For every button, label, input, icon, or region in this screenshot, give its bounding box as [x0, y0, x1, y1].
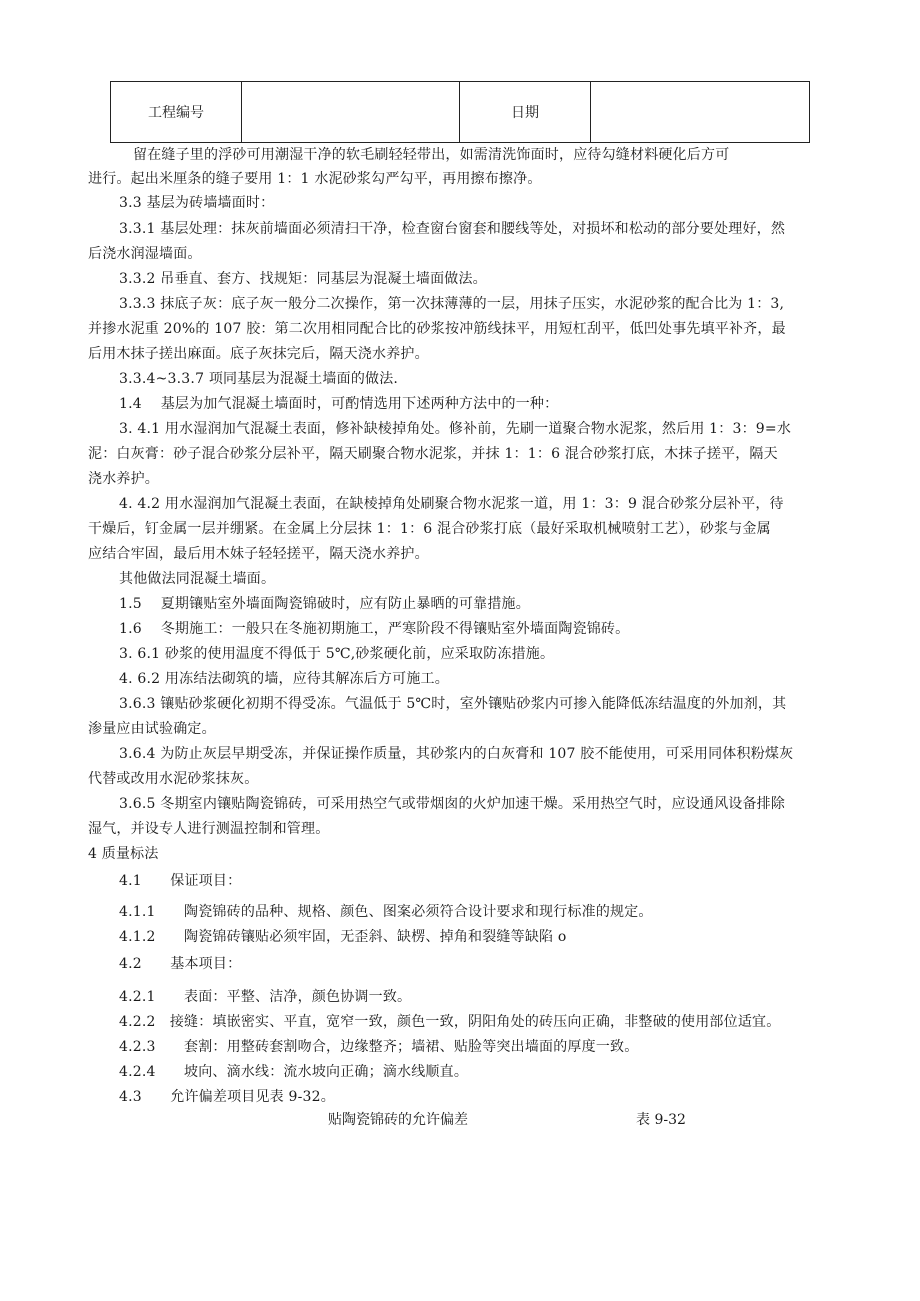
body-line: 干燥后，钉金属一层并绷紧。在金属上分层抹 1：1：6 混合砂浆打底（最好采取机械喷射工艺），砂浆与金属	[88, 521, 771, 537]
body-line: 4.2.4 坡向、滴水线：流水坡向正确；滴水线顺直。	[119, 1064, 469, 1080]
date-label: 日期	[460, 82, 591, 143]
body-line: 3. 4.1 用水湿润加气混凝土表面，修补缺棱掉角处。修补前，先刷一道聚合物水泥浆，然后用 1：3：9=水	[119, 421, 792, 437]
body-line: 留在缝子里的浮砂可用潮湿干净的软毛刷轻轻带出，如需清洗饰面时，应待勾缝材料硬化后方可	[133, 147, 730, 163]
body-line: 3.3.4~3.3.7 项同基层为混凝土墙面的做法.	[119, 371, 399, 387]
body-line: 浇水养护。	[88, 471, 159, 487]
body-line: 4.1.1 陶瓷锦砖的品种、规格、颜色、图案必须符合设计要求和现行标准的规定。	[119, 904, 653, 920]
date-value	[591, 82, 810, 143]
body-line: 3.6.4 为防止灰层早期受冻，并保证操作质量，其砂浆内的白灰膏和 107 胶不能使用，可采用同体积粉煤灰	[119, 746, 794, 762]
body-line: 4. 6.2 用冻结法砌筑的墙，应待其解冻后方可施工。	[119, 671, 449, 687]
section-heading: 4.2 基本项目：	[119, 956, 242, 972]
body-line: 并掺水泥重 20%的 107 胶：第二次用相同配合比的砂浆按冲筋线抹平，用短杠刮平，低凹处事先填平补齐，最	[88, 321, 786, 337]
body-line: 3.3.2 吊垂直、套方、找规矩：同基层为混凝土墙面做法。	[119, 271, 487, 287]
body-line: 泥：白灰膏：砂子混合砂浆分层补平，隔天刷聚合物水泥浆，并抹 1：1：6 混合砂浆打底，木抹子搓平，隔天	[88, 446, 778, 462]
body-line: 3.3.3 抹底子灰：底子灰一般分二次操作，第一次抹薄薄的一层，用抹子压实，水泥砂浆的配合比为 1：3,	[119, 296, 785, 312]
project-no-label: 工程编号	[111, 82, 242, 143]
body-line: 4.2.1 表面：平整、洁净，颜色协调一致。	[119, 989, 412, 1005]
section-heading: 1.5 夏期镶贴室外墙面陶瓷锦破时，应有防止暴晒的可靠措施。	[119, 596, 530, 612]
body-line: 3. 6.1 砂浆的使用温度不得低于 5℃,砂浆硬化前，应采取防冻措施。	[119, 646, 555, 662]
header-info-row	[111, 82, 810, 143]
section-heading: 1.4 基层为加气混凝土墙面时，可酌情选用下述两种方法中的一种：	[119, 396, 559, 412]
project-no-value	[242, 82, 460, 143]
table-caption-title: 贴陶瓷锦砖的允许偏差	[328, 1112, 468, 1128]
header-info-table	[110, 81, 810, 143]
body-line: 其他做法同混凝土墙面。	[119, 571, 276, 587]
body-line: 4.1.2 陶瓷锦砖镶贴必须牢固，无歪斜、缺楞、掉角和裂缝等缺陷 o	[119, 929, 567, 945]
section-heading: 4 质量标法	[88, 846, 159, 862]
body-line: 4. 4.2 用水湿润加气混凝土表面，在缺棱掉角处刷聚合物水泥浆一道，用 1：3：9 混合砂浆分层补平，待	[119, 496, 784, 512]
body-line: 渗量应由试验确定。	[88, 721, 216, 737]
section-heading: 1.6 冬期施工：一般只在冬施初期施工，严寒阶段不得镶贴室外墙面陶瓷锦砖。	[119, 621, 630, 637]
body-line: 进行。起出米厘条的缝子要用 1：1 水泥砂浆勾严勾平，再用擦布擦净。	[88, 171, 542, 187]
body-line: 后用木抹子搓出麻面。底子灰抹完后，隔天浇水养护。	[88, 346, 429, 362]
body-line: 3.6.3 镶贴砂浆硬化初期不得受冻。气温低于 5℃时，室外镶贴砂浆内可掺入能降低冻结温度的外加剂，其	[119, 696, 787, 712]
body-line: 应结合牢固，最后用木妹子轻轻搓平，隔天浇水养护。	[88, 546, 429, 562]
body-line: 3.3.1 基层处理：抹灰前墙面必须清扫干净，检查窗台窗套和腰线等处，对损坏和松动的部分要处理好，然	[119, 221, 786, 237]
body-line: 后浇水润湿墙面。	[88, 246, 202, 262]
body-line: 4.3 允许偏差项目见表 9-32。	[119, 1089, 335, 1105]
body-line: 代替或改用水泥砂浆抹灰。	[88, 771, 259, 787]
section-heading: 4.1 保证项目：	[119, 873, 242, 889]
body-line: 4.2.3 套割：用整砖套割吻合，边缘整齐；墙裙、贴脸等突出墙面的厚度一致。	[119, 1039, 639, 1055]
body-line: 4.2.2 接缝：填嵌密实、平直，宽窄一致，颜色一致，阴阳角处的砖压向正确，非整破的使用部位适宜。	[119, 1014, 781, 1030]
section-heading: 3.3 基层为砖墙墙面时：	[119, 195, 275, 211]
table-caption-number: 表 9-32	[636, 1112, 686, 1128]
body-line: 湿气，并设专人进行测温控制和管理。	[88, 821, 330, 837]
body-line: 3.6.5 冬期室内镶贴陶瓷锦砖，可采用热空气或带烟囱的火炉加速干燥。采用热空气时，应设通风设备排除	[119, 796, 786, 812]
